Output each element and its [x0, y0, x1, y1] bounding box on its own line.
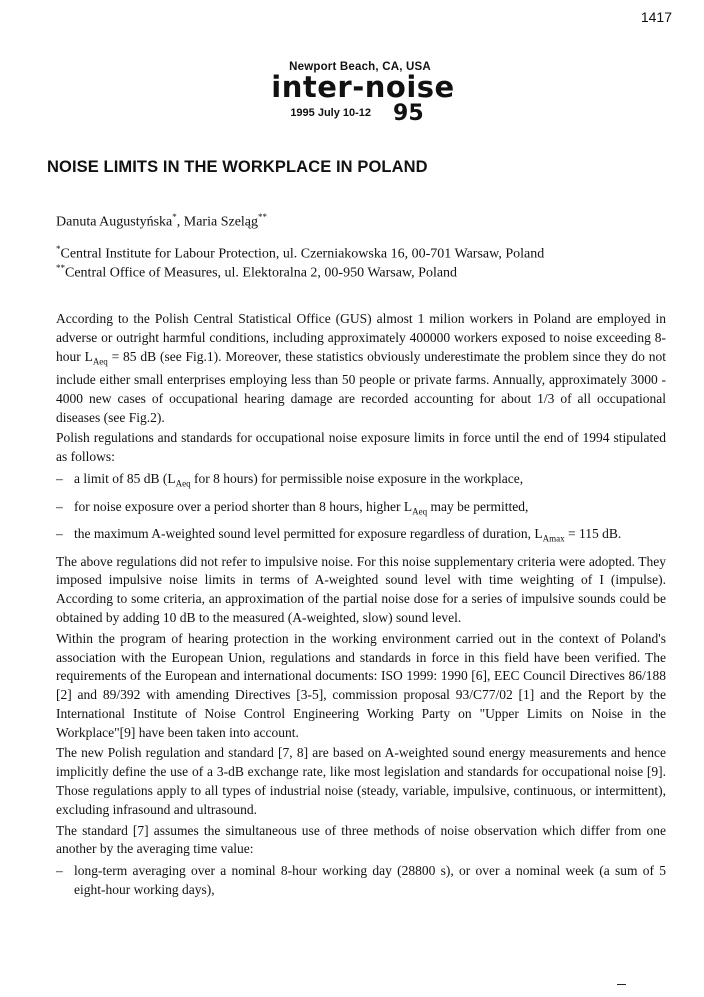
list-item — [56, 470, 666, 493]
affiliation-text: Central Office of Measures, ul. Elektoralna 2, 00-950 Warsaw, Poland — [65, 265, 458, 281]
text-run: = 115 dB. — [564, 526, 622, 542]
conference-logo: inter-noise — [271, 70, 455, 104]
list-item — [56, 525, 666, 548]
paragraph: The above regulations did not refer to impulsive noise. For this noise supplementary criteria were adopted. They imposed impulsive noise limits in terms of A-weighted sound level with time weighting of I (impulse). According to some criteria, an approximation of the partial noise dose for a series of impulsive sounds could be obtained by adding 10 dB to the measured (A-weighted, slow) sound level. — [56, 553, 666, 625]
conference-date-line — [0, 101, 704, 126]
affiliation — [56, 244, 544, 263]
page-number: 1417 — [640, 9, 672, 25]
paragraph: Polish regulations and standards for occupational noise exposure limits in force until the end of 1994 stipulated as follows: — [56, 430, 666, 465]
subscript: Amax — [542, 533, 565, 544]
author-mark: * — [172, 212, 177, 222]
conference-header — [0, 61, 704, 126]
subscript: Aeq — [412, 506, 428, 517]
author-line: Danuta Augustyńska*, Maria Szeląg** — [56, 212, 268, 230]
conference-dates: 1995 July 10-12 — [290, 107, 372, 119]
author-name: Maria Szeląg — [183, 214, 259, 230]
paragraph — [56, 310, 666, 427]
author-name: Danuta Augustyńska — [56, 214, 173, 230]
paragraph: The new Polish regulation and standard [7, 8] are based on A-weighted sound energy measurements and hence implicitly define the use of a 3-dB exchange rate, like most legislation and standards for occupational noise [9]. Those regulations apply to all types of industrial noise (steady, variable, impulsive, continuous, or intermittent), excluding infrasound and ultrasound. — [56, 745, 666, 817]
text-run: may be permitted, — [427, 498, 529, 514]
footer-dash — [617, 984, 626, 985]
paragraph: The standard [7] assumes the simultaneous use of three methods of noise observation which differ from one another by the averaging time value: — [56, 822, 666, 857]
affiliation — [56, 263, 457, 282]
text-run: for noise exposure over a period shorter than 8 hours, higher L — [74, 498, 413, 514]
affiliation-mark: ** — [56, 263, 65, 273]
conference-location: Newport Beach, CA, USA — [289, 61, 431, 73]
text-run: the maximum A-weighted sound level permitted for exposure regardless of duration, L — [74, 526, 543, 542]
paper-title: NOISE LIMITS IN THE WORKPLACE IN POLAND — [47, 158, 428, 176]
affiliation-text: Central Institute for Labour Protection, ul. Czerniakowska 16, 00-701 Warsaw, Poland — [60, 246, 545, 262]
paragraph: Within the program of hearing protection in the working environment carried out in the context of Poland's association with the European Union, regulations and standards in force in this field have been verified. The requirements of the European and international documents: ISO 1999: 1990 [6], EEC Council Directives 86/188 [2] and 89/392 with amending Directives [3-5], commission proposal 93/C77/02 [1] and the Report by the International Institute of Noise Control Engineering Working Party on "Upper Limits on Noise in the Workplace"[9] have been taken into account. — [56, 630, 666, 740]
list-item — [56, 498, 666, 521]
text-run: According to the Polish Central Statistical Office (GUS) almost 1 milion workers in Poland are employed in adverse or outright harmful conditions, including approximately 400000 workers exposed to noise exceeding 8-hour L — [56, 311, 666, 364]
list-item: – long-term averaging over a nominal 8-hour working day (28800 s), or over a nominal week (a sum of 5 eight-hour working days), — [56, 862, 666, 900]
paper-body — [56, 310, 666, 904]
conference-year: 95 — [393, 101, 424, 126]
text-run: = 85 dB (see Fig.1). Moreover, these statistics obviously underestimate the problem since they do not include either small enterprises employing less than 50 people or private farms. Annually, approximately 3000 - 4000 new cases of occupational hearing damage are recorded accounting for about 1/3 of all occupational diseases (see Fig.2). — [56, 348, 666, 425]
author-mark: ** — [258, 212, 268, 222]
text-run: a limit of 85 dB (L — [74, 471, 176, 487]
affiliation-mark: * — [56, 244, 61, 254]
subscript: Aeq — [175, 478, 191, 489]
subscript: Aeq — [92, 356, 108, 367]
text-run: for 8 hours) for permissible noise exposure in the workplace, — [190, 471, 524, 487]
